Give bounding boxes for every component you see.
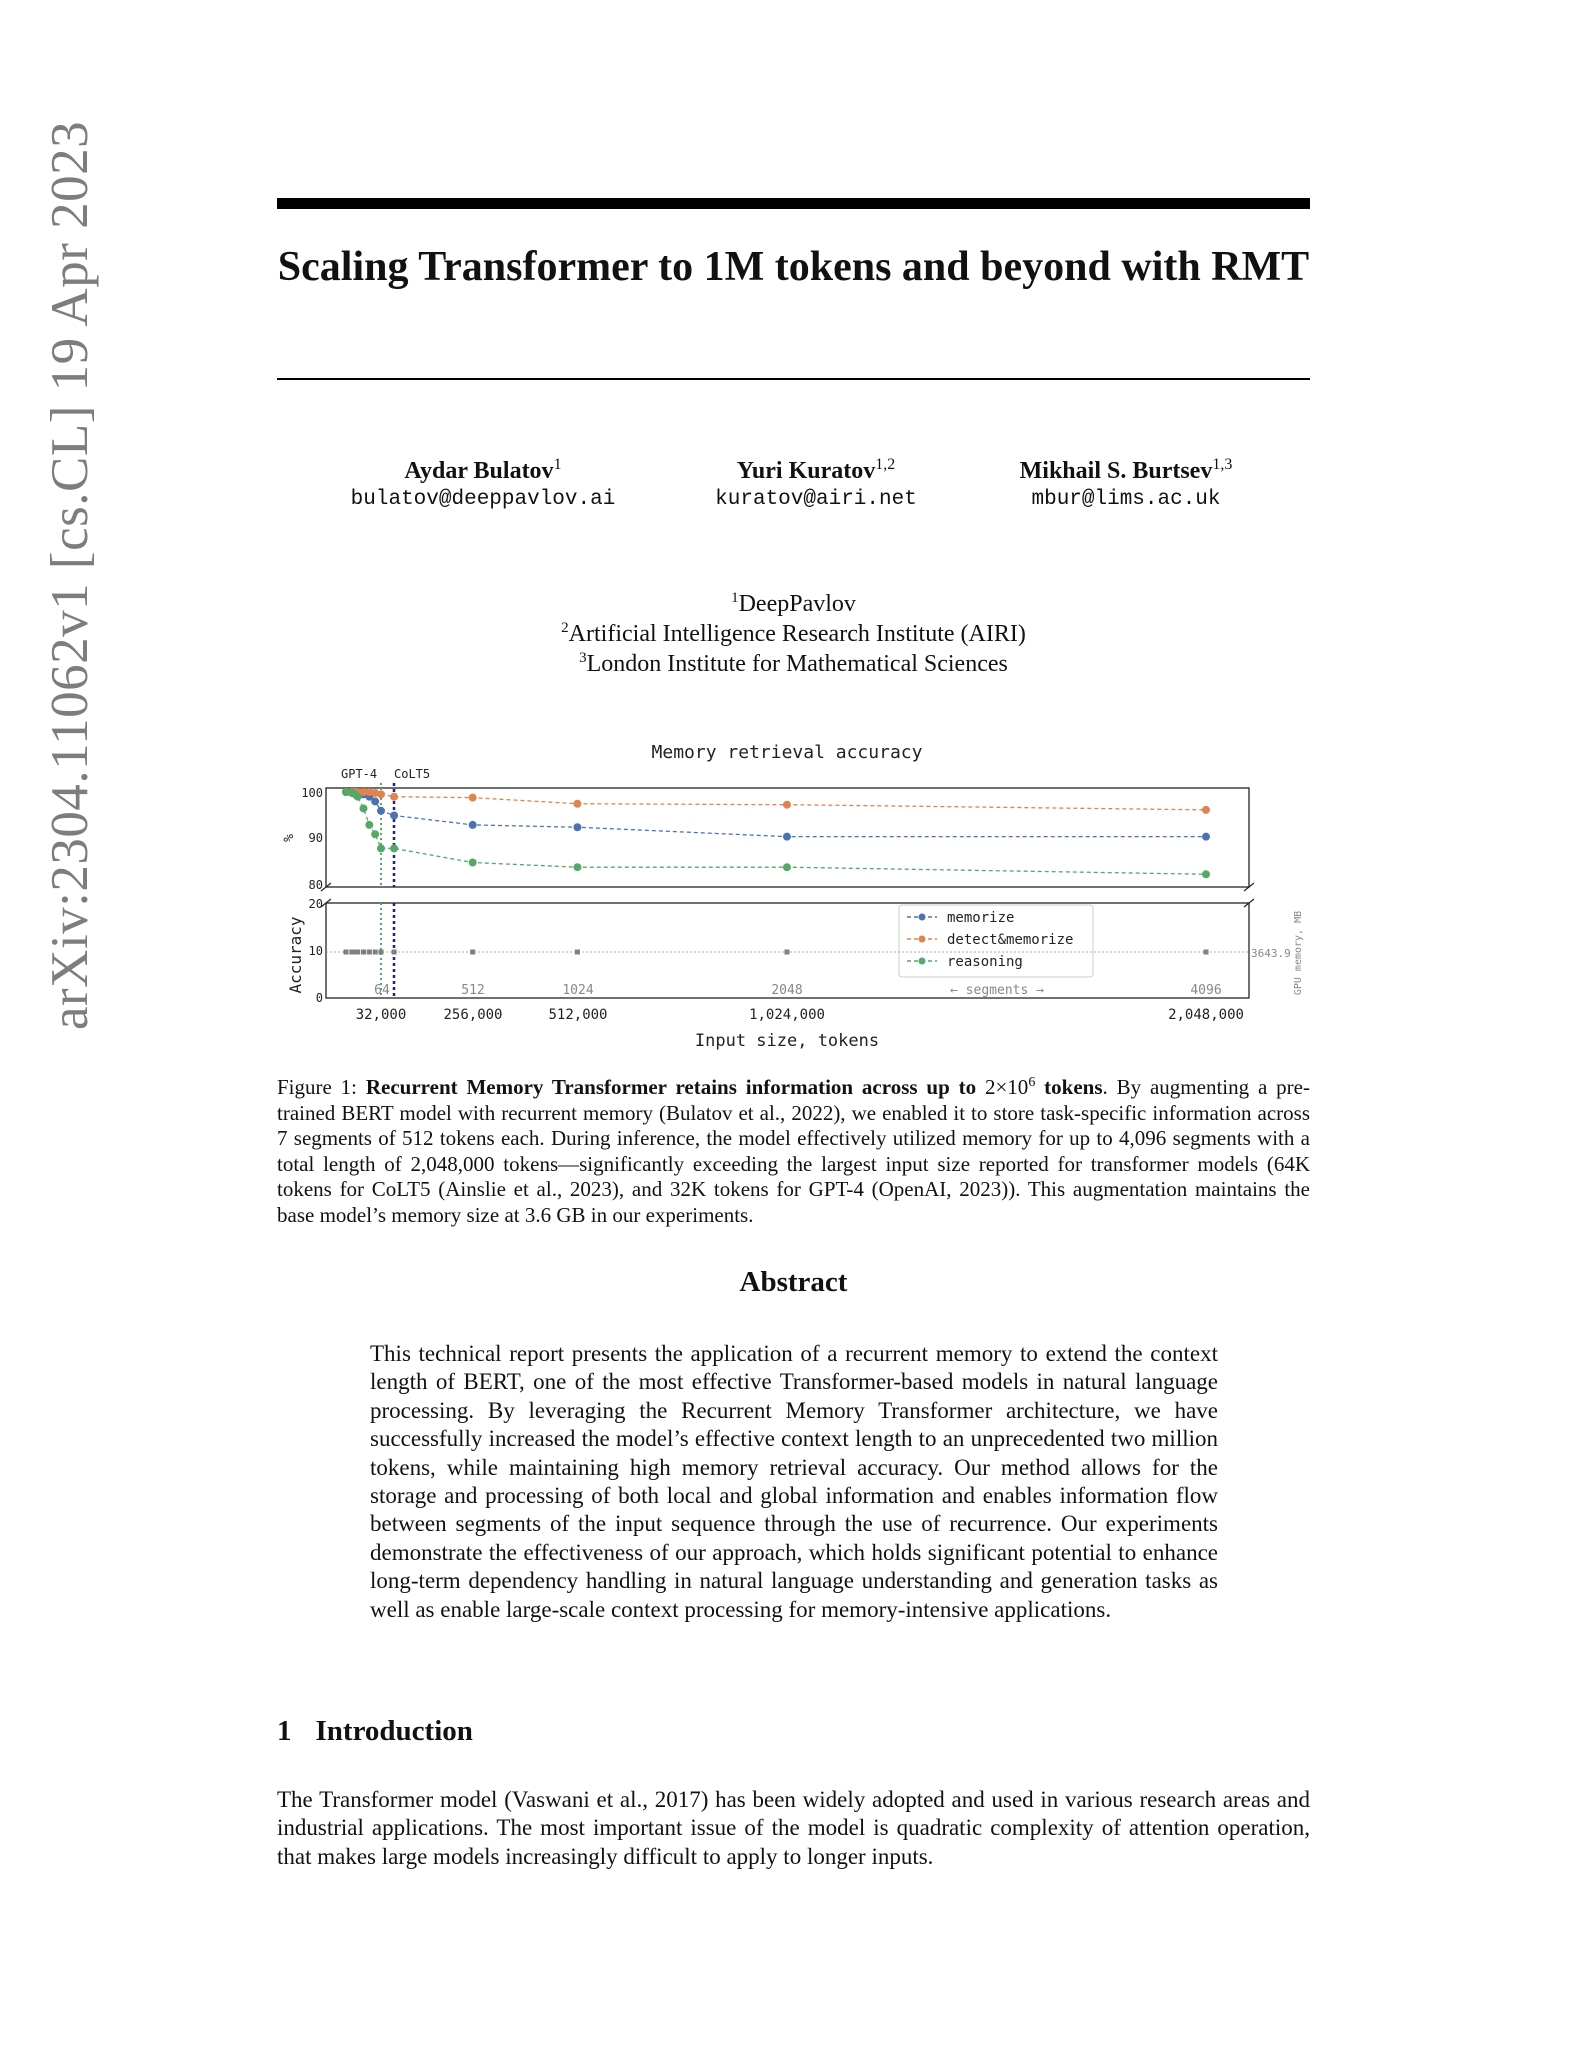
right-axis-label: GPU memory, MB — [1293, 910, 1304, 996]
data-point — [1202, 833, 1210, 841]
segment-tick-1024: 1024 — [562, 983, 594, 998]
legend-label: detect&memorize — [947, 932, 1074, 948]
data-point — [1202, 806, 1210, 814]
introduction-text: The Transformer model (Vaswani et al., 2017) has been widely adopted and used in various research areas and industrial applications. The most important issue of the model is quadratic complexity of attention operation, that makes large models increasingly difficult to apply to longer inputs. — [277, 1787, 1310, 1869]
figure-1 — [277, 735, 1310, 1055]
section-heading-introduction: 1 Introduction — [277, 1715, 473, 1747]
segment-tick-2048: 2048 — [771, 983, 803, 998]
x-axis-label: Input size, tokens — [694, 1031, 880, 1051]
gpu-memory-point — [392, 950, 397, 955]
arxiv-identifier: arXiv:2304.11062v1 [cs.CL] 19 Apr 2023 — [41, 120, 99, 1030]
caption-bold: Recurrent Memory Transformer retains information across up to $2\times 10^6$ tokens — [365, 1075, 1103, 1099]
x-tick-1024000: 1,024,000 — [749, 1007, 825, 1023]
author-name: Aydar Bulatov$^1$ — [404, 456, 562, 484]
segments-label: ← segments → — [950, 983, 1044, 998]
y-tick-0: 0 — [315, 991, 323, 1005]
data-point — [390, 844, 398, 852]
data-point — [469, 859, 477, 867]
segment-tick-4096: 4096 — [1190, 983, 1222, 998]
data-point — [390, 793, 398, 801]
y-tick-90: 90 — [308, 831, 323, 845]
author-email[interactable]: bulatov@deeppavlov.ai — [350, 488, 616, 511]
x-tick-2048000: 2,048,000 — [1168, 1007, 1244, 1023]
gpu-memory-point — [367, 950, 372, 955]
data-point — [377, 844, 385, 852]
x-tick-256000: 256,000 — [443, 1007, 503, 1023]
y-tick-10: 10 — [308, 944, 323, 958]
legend-label: reasoning — [947, 954, 1023, 970]
gpu-memory-value: 3643.9 — [1251, 947, 1291, 960]
data-point — [371, 797, 379, 805]
gpu-memory-point — [784, 950, 789, 955]
data-point — [783, 801, 791, 809]
author-name: Yuri Kuratov$^{1,2}$ — [736, 456, 896, 484]
y-tick-80: 80 — [308, 878, 323, 892]
data-point — [371, 830, 379, 838]
y-axis-label: Accuracy — [286, 916, 305, 994]
y-axis-unit: % — [282, 834, 297, 842]
y-tick-100: 100 — [301, 786, 323, 800]
affiliation-2: $^2$Artificial Intelligence Research Institute (AIRI) — [561, 620, 1026, 647]
data-point — [377, 807, 385, 815]
author-email[interactable]: kuratov@airi.net — [715, 488, 917, 511]
data-point — [377, 790, 385, 798]
data-point — [365, 821, 373, 829]
marker-label-colt5: CoLT5 — [394, 767, 431, 781]
gpu-memory-point — [470, 950, 475, 955]
data-point — [469, 821, 477, 829]
author-email[interactable]: mbur@lims.ac.uk — [1031, 488, 1221, 511]
paper-title: Scaling Transformer to 1M tokens and beyond with RMT — [277, 244, 1310, 290]
data-point — [1202, 870, 1210, 878]
plot-layer — [326, 788, 1249, 955]
author-1 — [318, 450, 648, 514]
data-point — [573, 863, 581, 871]
gpu-memory-point — [344, 950, 349, 955]
y-tick-20: 20 — [308, 897, 323, 911]
data-point — [469, 794, 477, 802]
gpu-memory-point — [379, 950, 384, 955]
gpu-memory-point — [361, 950, 366, 955]
author-3 — [961, 450, 1291, 514]
affiliation-1: $^1$DeepPavlov — [731, 590, 856, 617]
gpu-memory-point — [1204, 950, 1209, 955]
data-point — [360, 804, 368, 812]
memory-retrieval-chart — [277, 735, 1310, 1055]
data-point — [354, 793, 362, 801]
affiliation-3: $^3$London Institute for Mathematical Sciences — [579, 650, 1008, 677]
abstract-heading: Abstract — [739, 1266, 848, 1298]
data-point — [783, 863, 791, 871]
data-point — [573, 823, 581, 831]
x-tick-32000: 32,000 — [355, 1007, 407, 1023]
title-top-rule — [277, 198, 1310, 209]
abstract-text: This technical report presents the application of a recurrent memory to extend the context length of BERT, one of the most effective Transformer-based models in natural language processing. By leveraging the Recurrent Memory Transformer architecture, we have successfully increased the model’s effective context length to an unprecedented two million tokens, while maintaining high memory retrieval accuracy. Our method allows for the storage and processing of both local and global information and enables information flow between segments of the input sequence through the use of recurrence. Our experiments demonstrate the effectiveness of our approach, which holds significant potential to enhance long-term dependency handling in natural language understanding and generation tasks as well as enable large-scale context processing for memory-intensive applications. — [370, 1341, 1218, 1622]
title-bottom-rule — [277, 378, 1310, 380]
figure-1-caption: Figure 1: Recurrent Memory Transformer retains information across up to $2\times 10^6$ tokens. By augmenting a pre-trained BERT model with recurrent memory (Bulatov et al., 2022), we enabled it to store task-specific information across 7 segments of 512 tokens each. During inference, the model effectively utilized memory for up to 4,096 segments with a total length of 2,048,000 tokens—significantly exceeding the largest input size reported for transformer models (64K tokens for CoLT5 (Ainslie et al., 2023), and 32K tokens for GPT-4 (OpenAI, 2023)). This augmentation maintains the base model’s memory size at 3.6 GB in our experiments. — [277, 1075, 1310, 1227]
gpu-memory-point — [373, 950, 378, 955]
data-point — [783, 833, 791, 841]
segment-tick-512: 512 — [461, 983, 485, 998]
author-2 — [651, 450, 981, 514]
segment-tick-64: 64 — [374, 983, 390, 998]
author-name: Mikhail S. Burtsev$^{1,3}$ — [1019, 456, 1233, 484]
data-point — [573, 800, 581, 808]
data-point — [390, 812, 398, 820]
x-tick-512000: 512,000 — [548, 1007, 608, 1023]
gpu-memory-point — [355, 950, 360, 955]
gpu-memory-point — [575, 950, 580, 955]
chart-title: Memory retrieval accuracy — [651, 742, 923, 763]
marker-label-gpt4: GPT-4 — [341, 767, 378, 781]
legend-label: memorize — [947, 910, 1015, 926]
